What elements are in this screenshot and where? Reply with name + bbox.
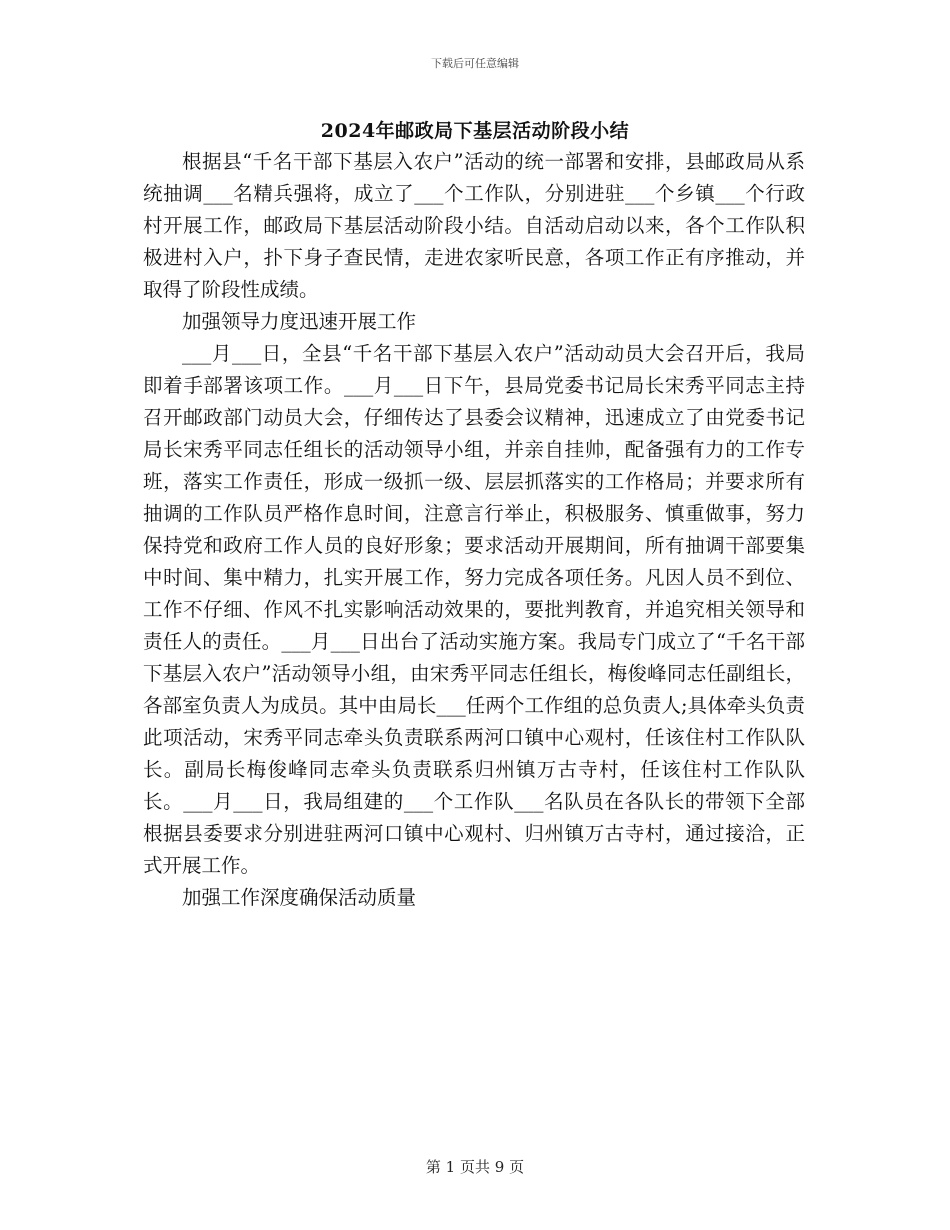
document-body xyxy=(143,146,805,914)
section-heading-leadership: 加强领导力度迅速开展工作 xyxy=(182,310,417,333)
page-footer: 第 1 页共 9 页 xyxy=(425,1158,525,1176)
document-title: 2024年邮政局下基层活动阶段小结 xyxy=(320,120,630,142)
section-heading-quality: 加强工作深度确保活动质量 xyxy=(182,886,417,909)
paragraph-intro: 根据县“千名干部下基层入农户”活动的统一部署和安排，县邮政局从系统抽调___名精兵强将，成立了___个工作队，分别进驻___个乡镇___个行政村开展工作，邮政局下基层活动阶段小结。自活动启动以来，各个工作队积极进村入户，扑下身子查民情，走进农家听民意，各项工作正有序推动，并取得了阶段性成绩。 xyxy=(143,150,805,301)
header-note: 下载后可任意编辑 xyxy=(431,57,519,70)
paragraph-leadership: ___月___日，全县“千名干部下基层入农户”活动动员大会召开后，我局即着手部署该项工作。___月___日下午，县局党委书记局长宋秀平同志主持召开邮政部门动员大会，仔细传达了县委会议精神，迅速成立了由党委书记局长宋秀平同志任组长的活动领导小组，并亲自挂帅，配备强有力的工作专班，落实工作责任，形成一级抓一级、层层抓落实的工作格局；并要求所有抽调的工作队员严格作息时间，注意言行举止，积极服务、慎重做事，努力保持党和政府工作人员的良好形象；要求活动开展期间，所有抽调干部要集中时间、集中精力，扎实开展工作，努力完成各项任务。凡因人员不到位、工作不仔细、作风不扎实影响活动效果的，要批判教育，并追究相关领导和责任人的责任。___月___日出台了活动实施方案。我局专门成立了“千名干部下基层入农户”活动领导小组，由宋秀平同志任组长，梅俊峰同志任副组长，各部室负责人为成员。其中由局长___任两个工作组的总负责人;具体牵头负责此项活动，宋秀平同志牵头负责联系两河口镇中心观村，任该住村工作队队长。副局长梅俊峰同志牵头负责联系归州镇万古寺村，任该住村工作队队长。___月___日，我局组建的___个工作队___名队员在各队长的带领下全部根据县委要求分别进驻两河口镇中心观村、归州镇万古寺村，通过接洽，正式开展工作。 xyxy=(143,342,805,877)
